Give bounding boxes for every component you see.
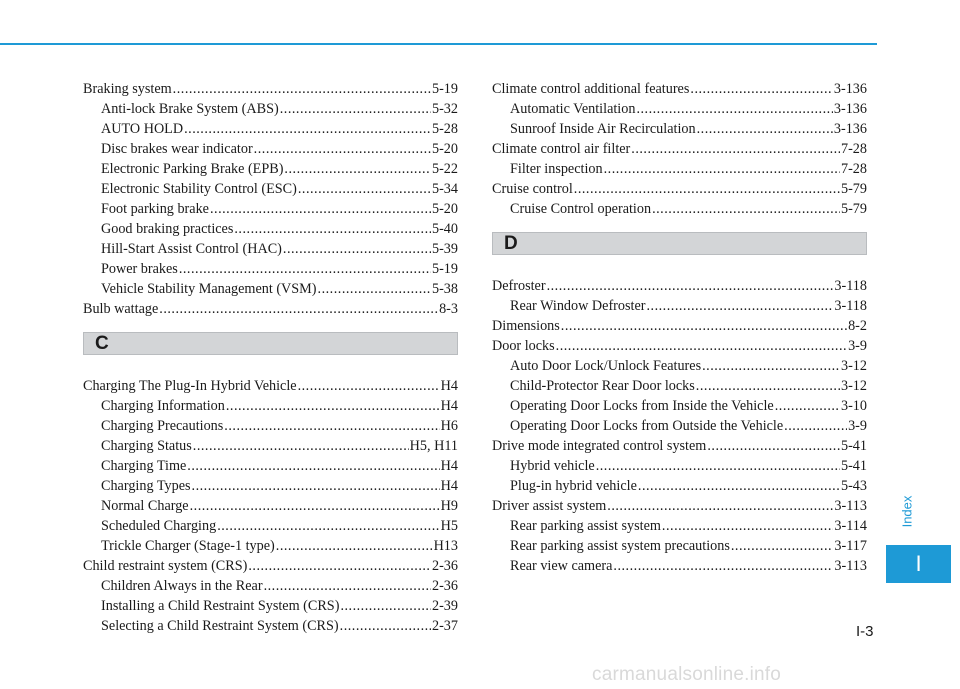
dot-leader	[173, 79, 431, 99]
dot-leader	[574, 179, 840, 199]
entry-title: Rear parking assist system precautions	[510, 538, 730, 554]
entry-page-ref: 5-22	[431, 161, 458, 177]
index-subentry[interactable]	[492, 456, 867, 476]
dot-leader	[179, 259, 431, 279]
dot-leader	[159, 299, 438, 319]
entry-page-ref: H4	[440, 378, 458, 394]
index-subentry[interactable]	[83, 199, 458, 219]
entry-page-ref: 3-113	[834, 558, 867, 574]
dot-leader	[604, 159, 840, 179]
entry-page-ref: 3-9	[848, 338, 867, 354]
entry-title: Charging Types	[101, 478, 191, 494]
entry-title: Hybrid vehicle	[510, 458, 595, 474]
dot-leader	[561, 316, 847, 336]
index-subentry[interactable]	[492, 396, 867, 416]
entry-page-ref: 5-43	[840, 478, 867, 494]
index-entry[interactable]	[492, 139, 867, 159]
index-subentry[interactable]	[492, 556, 867, 576]
entry-title: Good braking practices	[101, 221, 234, 237]
dot-leader	[547, 276, 834, 296]
dot-leader	[280, 99, 431, 119]
index-subentry[interactable]	[83, 179, 458, 199]
entry-title: Operating Door Locks from Inside the Vehicle	[510, 398, 774, 414]
index-column-right	[492, 79, 867, 576]
entry-title: Plug-in hybrid vehicle	[510, 478, 637, 494]
section-tab-label: Index	[899, 495, 915, 527]
dot-leader	[646, 296, 833, 316]
index-subentry[interactable]	[83, 436, 458, 456]
entry-title: Rear parking assist system	[510, 518, 661, 534]
index-subentry[interactable]	[83, 516, 458, 536]
entry-title: Charging Time	[101, 458, 187, 474]
index-entry[interactable]	[492, 436, 867, 456]
index-subentry[interactable]	[492, 296, 867, 316]
dot-leader	[613, 556, 833, 576]
entry-page-ref: 5-20	[431, 141, 458, 157]
index-entry[interactable]	[83, 376, 458, 396]
entry-title: Drive mode integrated control system	[492, 438, 707, 454]
index-subentry[interactable]	[492, 376, 867, 396]
section-tab-letter[interactable]: I	[886, 545, 951, 583]
dot-leader	[784, 416, 847, 436]
dot-leader	[662, 516, 834, 536]
entry-page-ref: 2-37	[431, 618, 458, 634]
dot-leader	[210, 199, 431, 219]
index-subentry[interactable]	[83, 416, 458, 436]
entry-page-ref: 5-28	[431, 121, 458, 137]
entry-title: Child restraint system (CRS)	[83, 558, 248, 574]
entry-page-ref: 5-41	[840, 438, 867, 454]
entry-title: Climate control additional features	[492, 81, 690, 97]
entry-page-ref: 3-10	[840, 398, 867, 414]
entry-title: Charging Information	[101, 398, 225, 414]
index-entry[interactable]	[83, 556, 458, 576]
dot-leader	[248, 556, 431, 576]
index-subentry[interactable]	[83, 99, 458, 119]
entry-title: Charging Status	[101, 438, 192, 454]
index-subentry[interactable]	[83, 596, 458, 616]
dot-leader	[283, 239, 431, 259]
index-subentry[interactable]	[492, 476, 867, 496]
index-subentry[interactable]	[492, 159, 867, 179]
dot-leader	[340, 616, 431, 636]
dot-leader	[298, 179, 431, 199]
entry-page-ref: 3-136	[833, 81, 867, 97]
index-entry[interactable]	[83, 79, 458, 99]
entry-page-ref: 5-79	[840, 181, 867, 197]
index-entry[interactable]	[492, 336, 867, 356]
entry-page-ref: 5-20	[431, 201, 458, 217]
dot-leader	[217, 516, 439, 536]
entry-title: Installing a Child Restraint System (CRS)	[101, 598, 340, 614]
entry-title: Dimensions	[492, 318, 560, 334]
entry-title: Charging Precautions	[101, 418, 224, 434]
entry-page-ref: H6	[440, 418, 458, 434]
dot-leader	[702, 356, 840, 376]
entry-title: Filter inspection	[510, 161, 603, 177]
entry-title: Auto Door Lock/Unlock Features	[510, 358, 702, 374]
dot-leader	[264, 576, 431, 596]
entry-title: Rear view camera	[510, 558, 613, 574]
dot-leader	[697, 119, 833, 139]
entry-title: Electronic Parking Brake (EPB)	[101, 161, 284, 177]
page-number: I-3	[856, 623, 874, 640]
index-entry[interactable]	[492, 179, 867, 199]
index-entry[interactable]	[83, 299, 458, 319]
dot-leader	[631, 139, 840, 159]
entry-page-ref: 5-39	[431, 241, 458, 257]
entry-title: Selecting a Child Restraint System (CRS)	[101, 618, 339, 634]
entry-page-ref: 5-19	[431, 261, 458, 277]
dot-leader	[318, 279, 431, 299]
index-entry[interactable]	[492, 496, 867, 516]
dot-leader	[636, 99, 832, 119]
entry-title: Anti-lock Brake System (ABS)	[101, 101, 279, 117]
dot-leader	[276, 536, 433, 556]
index-subentry[interactable]	[83, 476, 458, 496]
index-subentry[interactable]	[83, 456, 458, 476]
index-entry[interactable]	[492, 79, 867, 99]
dot-leader	[652, 199, 840, 219]
entry-page-ref: 8-2	[848, 318, 867, 334]
entry-page-ref: 2-39	[431, 598, 458, 614]
header-rule	[0, 43, 877, 45]
entry-title: Sunroof Inside Air Recirculation	[510, 121, 696, 137]
index-subentry[interactable]	[83, 279, 458, 299]
entry-page-ref: 3-117	[834, 538, 867, 554]
entry-page-ref: H4	[440, 478, 458, 494]
entry-page-ref: 3-12	[840, 378, 867, 394]
dot-leader	[340, 596, 431, 616]
index-subentry[interactable]	[83, 616, 458, 636]
dot-leader	[607, 496, 833, 516]
dot-leader	[696, 376, 840, 396]
entry-title: Cruise control	[492, 181, 573, 197]
dot-leader	[226, 396, 440, 416]
index-letter-heading: C	[83, 332, 458, 355]
watermark: carmanualsonline.info	[592, 664, 782, 685]
index-subentry[interactable]	[83, 536, 458, 556]
index-subentry[interactable]	[492, 416, 867, 436]
entry-page-ref: H4	[440, 398, 458, 414]
entry-title: Door locks	[492, 338, 555, 354]
entry-page-ref: 3-118	[834, 298, 867, 314]
entry-title: Electronic Stability Control (ESC)	[101, 181, 297, 197]
entry-page-ref: 5-40	[431, 221, 458, 237]
entry-page-ref: 8-3	[439, 301, 458, 317]
dot-leader	[731, 536, 834, 556]
entry-page-ref: H9	[440, 498, 458, 514]
entry-title: Vehicle Stability Management (VSM)	[101, 281, 317, 297]
index-subentry[interactable]	[83, 219, 458, 239]
index-subentry[interactable]	[83, 139, 458, 159]
entry-title: Normal Charge	[101, 498, 189, 514]
index-subentry[interactable]	[83, 259, 458, 279]
entry-page-ref: H4	[440, 458, 458, 474]
index-subentry[interactable]	[492, 356, 867, 376]
dot-leader	[707, 436, 840, 456]
entry-page-ref: 5-41	[840, 458, 867, 474]
index-subentry[interactable]	[83, 159, 458, 179]
dot-leader	[187, 456, 439, 476]
index-subentry[interactable]	[492, 536, 867, 556]
dot-leader	[190, 496, 440, 516]
entry-title: Disc brakes wear indicator	[101, 141, 253, 157]
entry-title: Power brakes	[101, 261, 178, 277]
entry-page-ref: 3-12	[840, 358, 867, 374]
entry-page-ref: 3-114	[834, 518, 867, 534]
dot-leader	[298, 376, 440, 396]
index-column-left	[83, 79, 458, 636]
entry-page-ref: 2-36	[431, 578, 458, 594]
dot-leader	[234, 219, 431, 239]
entry-page-ref: 7-28	[840, 141, 867, 157]
entry-page-ref: 5-79	[840, 201, 867, 217]
entry-title: Trickle Charger (Stage-1 type)	[101, 538, 275, 554]
dot-leader	[193, 436, 409, 456]
entry-page-ref: 5-34	[431, 181, 458, 197]
entry-title: Bulb wattage	[83, 301, 159, 317]
entry-page-ref: 2-36	[431, 558, 458, 574]
dot-leader	[638, 476, 840, 496]
index-subentry[interactable]	[83, 119, 458, 139]
entry-title: Defroster	[492, 278, 546, 294]
entry-page-ref: 5-38	[431, 281, 458, 297]
index-subentry[interactable]	[83, 239, 458, 259]
index-subentry[interactable]	[492, 119, 867, 139]
entry-title: Children Always in the Rear	[101, 578, 263, 594]
entry-title: Driver assist system	[492, 498, 607, 514]
entry-page-ref: 3-136	[833, 101, 867, 117]
index-entry[interactable]	[492, 276, 867, 296]
entry-title: Hill-Start Assist Control (HAC)	[101, 241, 282, 257]
entry-page-ref: 5-19	[431, 81, 458, 97]
dot-leader	[224, 416, 439, 436]
entry-page-ref: H13	[433, 538, 458, 554]
entry-title: Foot parking brake	[101, 201, 209, 217]
entry-page-ref: 3-118	[834, 278, 867, 294]
entry-title: Charging The Plug-In Hybrid Vehicle	[83, 378, 297, 394]
entry-title: Cruise Control operation	[510, 201, 652, 217]
dot-leader	[192, 476, 440, 496]
dot-leader	[775, 396, 840, 416]
dot-leader	[184, 119, 431, 139]
index-subentry[interactable]	[492, 516, 867, 536]
index-letter-heading: D	[492, 232, 867, 255]
index-subentry[interactable]	[492, 99, 867, 119]
entry-title: Operating Door Locks from Outside the Vehicle	[510, 418, 784, 434]
entry-page-ref: 7-28	[840, 161, 867, 177]
entry-page-ref: H5, H11	[409, 438, 458, 454]
entry-title: Braking system	[83, 81, 172, 97]
dot-leader	[596, 456, 840, 476]
dot-leader	[284, 159, 431, 179]
entry-page-ref: 3-113	[834, 498, 867, 514]
entry-title: Automatic Ventilation	[510, 101, 636, 117]
index-entry[interactable]	[492, 316, 867, 336]
entry-page-ref: 5-32	[431, 101, 458, 117]
entry-page-ref: H5	[440, 518, 458, 534]
index-subentry[interactable]	[83, 396, 458, 416]
dot-leader	[254, 139, 431, 159]
entry-title: Child-Protector Rear Door locks	[510, 378, 695, 394]
index-subentry[interactable]	[83, 496, 458, 516]
entry-title: AUTO HOLD	[101, 121, 184, 137]
entry-page-ref: 3-136	[833, 121, 867, 137]
entry-title: Scheduled Charging	[101, 518, 217, 534]
index-subentry[interactable]	[492, 199, 867, 219]
entry-page-ref: 3-9	[848, 418, 867, 434]
index-subentry[interactable]	[83, 576, 458, 596]
dot-leader	[690, 79, 833, 99]
entry-title: Climate control air filter	[492, 141, 631, 157]
dot-leader	[556, 336, 847, 356]
entry-title: Rear Window Defroster	[510, 298, 646, 314]
